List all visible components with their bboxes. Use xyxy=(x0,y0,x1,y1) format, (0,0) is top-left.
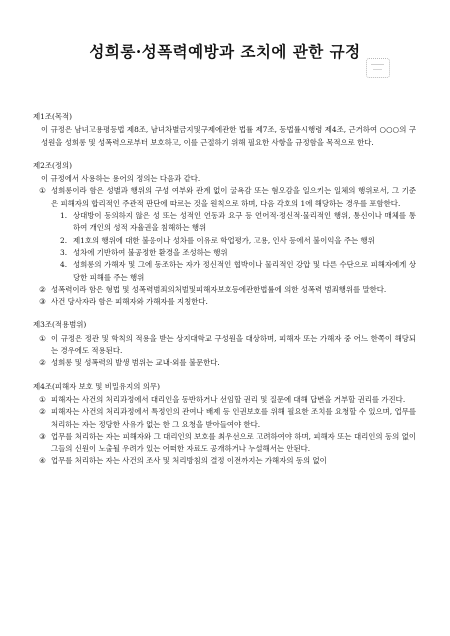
clause-marker: ① xyxy=(39,394,46,404)
article-paragraph: 이 규정은 남녀고용평등법 제8조, 남녀차별금지및구제에관한 법률 제7조, 동법률시행령 제4조, 근거하여 ○○○의 구성원을 성희롱 및 성폭력으로부터 보호하고, 이를 근절하기 위해 필요한 사항을 규정함을 목적으로 한다. xyxy=(41,125,416,147)
article-intro: 이 규정에서 사용하는 용어의 정의는 다음과 같다. xyxy=(41,174,201,184)
clause-item xyxy=(33,455,416,467)
subclause-item xyxy=(33,259,416,284)
subclause-text: 성희롱의 가해자 및 그에 동조하는 자가 정신적인 협박이나 물리적인 강압 및 다른 수단으로 피해자에게 상당한 피해를 주는 행위 xyxy=(73,260,416,282)
clause-item xyxy=(33,333,416,358)
stamp-mark xyxy=(366,58,390,78)
clause-item xyxy=(33,431,416,456)
article-4 xyxy=(33,381,416,468)
clause-marker: ① xyxy=(39,333,46,343)
clause-item xyxy=(33,296,416,308)
clause-item xyxy=(33,357,416,369)
clause-item xyxy=(33,284,416,296)
subclause-marker: 3. xyxy=(60,247,68,257)
clause-text: 이 규정은 정관 및 학칙의 적용을 받는 상지대학교 구성원을 대상하며, 피해자 또는 가해자 중 어느 한쪽이 해당되는 경우에도 적용된다. xyxy=(51,333,416,356)
article-heading: 제1조(목적) xyxy=(33,112,73,121)
clause-text: 성희롱 및 성폭력의 발생 범위는 교내·외를 불문한다. xyxy=(51,358,220,368)
subclause-item xyxy=(33,247,416,259)
document-title: 성희롱·성폭력예방과 조치에 관한 규정 xyxy=(89,42,361,61)
article-3 xyxy=(33,319,416,369)
clause-text: 피해자는 사건의 처리과정에서 대리인을 동반하거나 선임할 권리 및 질문에 대해 답변을 거부할 권리를 가진다. xyxy=(51,394,406,404)
clause-text: 피해자는 사건의 처리과정에서 특정인의 관여나 배제 등 인권보호를 위해 필요한 조치를 요청할 수 있으며, 업무를 처리하는 자는 정당한 사유가 없는 한 그 요청을 받아들여야 한다. xyxy=(51,407,416,429)
article-1 xyxy=(33,111,416,149)
subclause-marker: 1. xyxy=(60,211,68,221)
clause-item xyxy=(33,394,416,406)
clause-marker: ③ xyxy=(39,297,46,307)
clause-marker: ② xyxy=(39,358,46,368)
subclause-text: 상대방이 동의하지 않은 성 또는 성적인 언동과 요구 등 언어적·정신적·물리적인 행위, 통신이나 매체를 통하여 개인의 성적 자율권을 침해하는 행위 xyxy=(73,211,416,233)
clause-text: 업무를 처리하는 자는 사건의 조사 및 처리방침의 결정 이전까지는 가해자의 동의 없이 xyxy=(51,456,327,466)
clause-item xyxy=(33,185,416,210)
clause-text: 업무를 처리하는 자는 피해자와 그 대리인의 보호를 최우선으로 고려하여야 하며, 피해자 또는 대리인의 동의 없이 그들의 신원이 노출될 우려가 있는 어떠한 자료도 공개하거나 누설해서는 안된다. xyxy=(51,431,416,454)
clause-marker: ② xyxy=(39,407,46,417)
clause-marker: ② xyxy=(39,284,46,294)
article-heading: 제2조(정의) xyxy=(33,160,73,170)
article-heading: 제4조(피해자 보호 및 비밀유지의 의무) xyxy=(33,381,160,391)
clause-marker: ④ xyxy=(39,456,46,466)
subclause-text: 제1호의 행위에 대한 불응이나 성차를 이유로 학업평가, 고용, 인사 등에서 불이익을 주는 행위 xyxy=(73,235,375,245)
subclause-marker: 4. xyxy=(60,260,68,270)
clause-marker: ③ xyxy=(39,431,46,441)
document-body xyxy=(33,111,416,479)
article-heading: 제3조(적용범위) xyxy=(33,320,87,330)
article-2 xyxy=(33,160,416,309)
subclause-item xyxy=(33,210,416,235)
clause-item xyxy=(33,406,416,431)
subclause-text: 성차에 기반하여 불공정한 환경을 조성하는 행위 xyxy=(73,247,228,257)
clause-marker: ① xyxy=(39,186,46,196)
clause-text: 성폭력이라 함은 형법 및 성폭력범죄의처벌및피해자보호등에관한법률에 의한 성폭력 범죄행위를 말한다. xyxy=(51,284,387,294)
subclause-marker: 2. xyxy=(60,235,68,245)
subclause-item xyxy=(33,235,416,247)
clause-text: 사건 당사자라 함은 피해자와 가해자를 지칭한다. xyxy=(51,297,208,307)
clause-text: 성희롱이라 함은 성별과 행위의 구성 여부와 관계 없이 굴욕감 또는 혐오감을 일으키는 일체의 행위로서, 그 기준은 피해자의 합리적인 주관적 판단에 따르는 것을 원칙으로 하며, 다음 각호의 1에 해당하는 경우를 포함한다. xyxy=(51,186,416,208)
